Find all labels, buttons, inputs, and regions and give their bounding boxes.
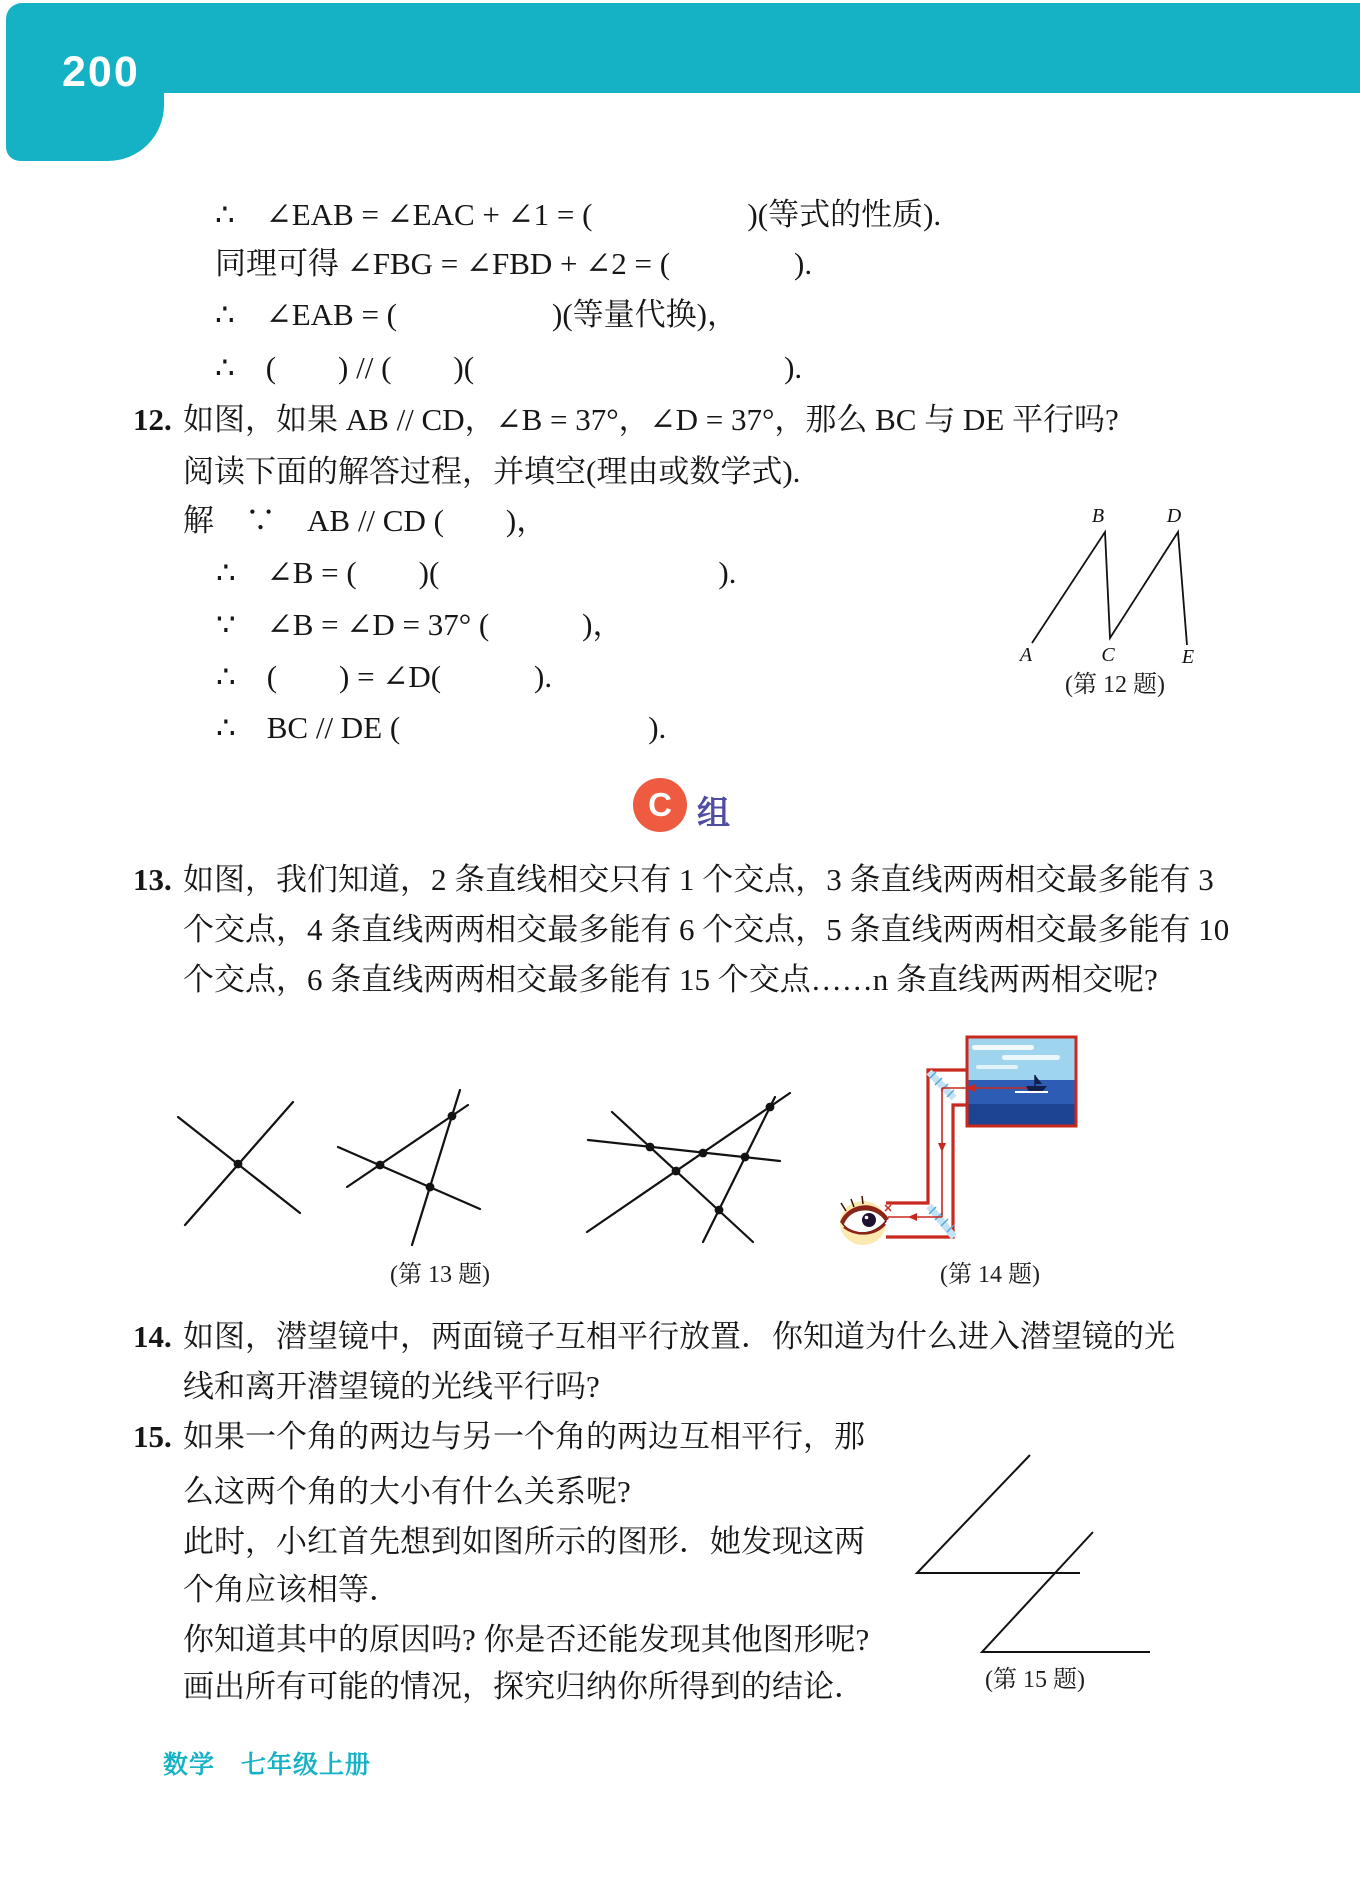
sea-picture (967, 1037, 1076, 1126)
problem-number-12: 12. (133, 402, 172, 437)
problem12-solution-line: ∵ ∠B = ∠D = 37° ( )， (216, 607, 624, 642)
problem14-line: 如图，潜望镜中，两面镜子互相平行放置．你知道为什么进入潜望镜的光 (183, 1319, 1175, 1354)
problem12-solution-line: 解 ∵ AB // CD ( )， (183, 503, 548, 538)
figure-12 (1000, 495, 1230, 670)
intersection-dot (672, 1167, 681, 1176)
problem-number-14: 14. (133, 1319, 172, 1354)
intersection-dot (646, 1143, 655, 1152)
problem12-line: 如图，如果 AB // CD，∠B = 37°，∠D = 37°，那么 BC 与 DE 平行吗? (183, 402, 1119, 437)
intersection-diagram-4-lines (587, 1093, 790, 1242)
problem12-solution-line: ∴ BC // DE ( ). (216, 710, 667, 745)
intersection-dot (234, 1160, 243, 1169)
intersection-dot (448, 1112, 457, 1121)
problem13-line: 个交点，4 条直线两两相交最多能有 6 个交点，5 条直线两两相交最多能有 10 (183, 912, 1230, 947)
zigzag-lines (1032, 532, 1187, 645)
problem15-line: 如果一个角的两边与另一个角的两边互相平行，那 (183, 1419, 865, 1454)
problem15-line: 画出所有可能的情况，探究归纳你所得到的结论． (183, 1669, 865, 1704)
angle-figure (982, 1532, 1150, 1652)
problem11-line: 同理可得 ∠FBG = ∠FBD + ∠2 = ( ). (215, 246, 813, 281)
eye-icon (840, 1196, 891, 1245)
figure-14-periscope (830, 1030, 1250, 1260)
angle-figure (917, 1455, 1080, 1573)
figure-caption: (第 13 题) (390, 1262, 490, 1288)
problem15-line: 么这两个角的大小有什么关系呢? (183, 1474, 631, 1509)
problem-number-13: 13. (133, 862, 172, 897)
intersection-diagram-3-lines (338, 1090, 480, 1245)
footer-text: 数学 七年级上册 (163, 1751, 372, 1779)
point-label-C: C (1101, 644, 1115, 666)
figure-caption: (第 14 题) (940, 1262, 1040, 1288)
point-label-D: D (1166, 505, 1182, 527)
group-c-badge: C (633, 778, 687, 832)
intersection-dot (699, 1149, 708, 1158)
page-number-tab (6, 92, 164, 161)
header-bar (6, 3, 1360, 93)
figure-13 (160, 1070, 800, 1250)
problem12-solution-line: ∴ ( ) = ∠D( ). (216, 659, 553, 694)
intersection-dot (715, 1206, 724, 1215)
figure-caption: (第 15 题) (985, 1667, 1085, 1693)
problem12-solution-line: ∴ ∠B = ( )( ). (216, 555, 737, 590)
problem15-line: 个角应该相等． (183, 1572, 400, 1607)
page-number: 200 (62, 48, 140, 96)
intersection-dot (741, 1153, 750, 1162)
figure-15 (900, 1445, 1230, 1665)
problem14-line: 线和离开潜望镜的光线平行吗? (183, 1369, 600, 1404)
problem12-line: 阅读下面的解答过程，并填空(理由或数学式). (183, 454, 801, 489)
group-c-label: 组 (697, 794, 730, 831)
problem15-line: 此时，小红首先想到如图所示的图形．她发现这两 (183, 1524, 865, 1559)
problem15-line: 你知道其中的原因吗? 你是否还能发现其他图形呢? (183, 1622, 870, 1657)
problem13-line: 个交点，6 条直线两两相交最多能有 15 个交点……n 条直线两两相交呢? (183, 962, 1158, 997)
point-label-A: A (1019, 644, 1033, 666)
problem11-line: ∴ ∠EAB = ( )(等量代换)， (215, 297, 738, 332)
intersection-dot (426, 1183, 435, 1192)
problem13-line: 如图，我们知道，2 条直线相交只有 1 个交点，3 条直线两两相交最多能有 3 (183, 862, 1214, 897)
point-label-B: B (1091, 505, 1105, 527)
point-label-E: E (1181, 646, 1195, 668)
intersection-dot (376, 1161, 385, 1170)
intersection-dot (766, 1103, 775, 1112)
figure-caption: (第 12 题) (1065, 672, 1165, 698)
problem11-line: ∴ ( ) // ( )( ). (215, 350, 803, 385)
intersection-diagram-2-lines (178, 1102, 300, 1225)
problem11-line: ∴ ∠EAB = ∠EAC + ∠1 = ( )(等式的性质). (215, 197, 942, 232)
problem-number-15: 15. (133, 1419, 172, 1454)
